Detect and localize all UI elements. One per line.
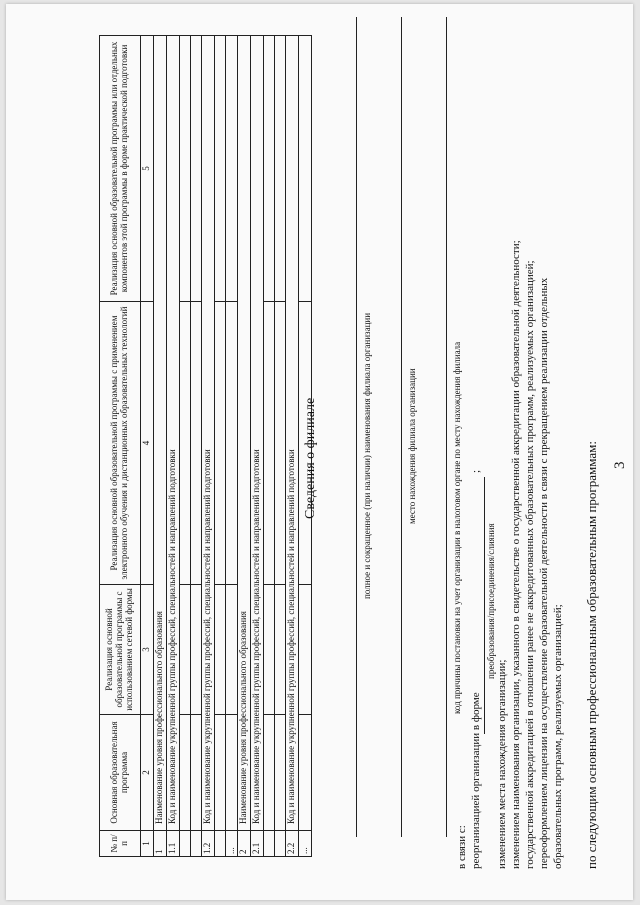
table-row (275, 36, 286, 857)
row-heading-cell: Код и наименование укрупненной группы профессий, специальностей и направлений подготовки (201, 36, 214, 831)
table-row (190, 36, 201, 857)
row-heading-cell: Код и наименование укрупненной группы профессий, специальностей и направлений подготовки (166, 36, 179, 831)
table-cell (179, 715, 190, 831)
reorganization-fill-line (484, 477, 485, 734)
row-heading-cell: Наименование уровня профессионального образования (153, 36, 166, 831)
table-cell (299, 36, 312, 302)
column-number: 5 (141, 36, 154, 302)
row-number-cell (214, 831, 225, 857)
column-number: 3 (141, 585, 154, 715)
header-practical-training: Реализация основной образовательной программы или отдельных компонентов этой программы в форме практической подготовки (100, 36, 141, 302)
table-header-row (100, 36, 141, 857)
reason-item: изменением места нахождения организации; (496, 659, 508, 869)
table-cell (264, 715, 275, 831)
branch-name-fill-line (356, 17, 357, 837)
table-cell (179, 585, 190, 715)
document-page (6, 4, 633, 900)
table-cell (275, 585, 286, 715)
column-number: 4 (141, 302, 154, 585)
page-number: 3 (612, 461, 628, 469)
table-cell (225, 715, 238, 831)
table-cell (275, 36, 286, 302)
reason-item: переоформлением лицензии на осуществление образовательной деятельности в связи с прекращением реализации отдельных (538, 277, 550, 869)
table-row (264, 36, 275, 857)
table-row (286, 36, 299, 857)
table-cell (299, 715, 312, 831)
programs-table (99, 35, 312, 857)
table-row (225, 36, 238, 857)
table-cell (275, 715, 286, 831)
row-number-cell (190, 831, 201, 857)
branch-section-title: Сведения о филиале (303, 397, 318, 519)
reorganization-text: реорганизацией организации в форме (470, 692, 482, 869)
table-cell (179, 302, 190, 585)
table-cell (214, 715, 225, 831)
row-number-cell: ... (225, 831, 238, 857)
intro-text: по следующим основным профессиональным образовательным программам: (584, 441, 599, 869)
row-number-cell: 1.2 (201, 831, 214, 857)
table-cell (264, 36, 275, 302)
row-number-cell (264, 831, 275, 857)
rotated-page-content (6, 4, 633, 900)
row-number-cell: 2 (238, 831, 251, 857)
branch-location-fill-line (401, 17, 402, 837)
row-number-cell (275, 831, 286, 857)
header-network-form: Реализация основной образовательной программы с использованием сетевой формы (100, 585, 141, 715)
table-cell (179, 36, 190, 302)
table-body (153, 36, 311, 857)
column-number: 1 (141, 831, 154, 857)
row-number-cell: ... (299, 831, 312, 857)
reason-item: образовательных программ, реализуемых организацией; (552, 604, 564, 869)
row-number-cell: 1 (153, 831, 166, 857)
table-cell (225, 585, 238, 715)
table-cell (264, 302, 275, 585)
table-cell (264, 585, 275, 715)
header-number: № п/п (100, 831, 141, 857)
table-row (153, 36, 166, 857)
row-number-cell (179, 831, 190, 857)
table-row (214, 36, 225, 857)
table-cell (190, 715, 201, 831)
row-number-cell: 1.1 (166, 831, 179, 857)
branch-name-caption: полное и сокращенное (при наличии) наименования филиала организации (362, 312, 372, 599)
header-e-learning: Реализация основной образовательной программы с применением электронного обучения и дистанционных образовательных технологий (100, 302, 141, 585)
table-cell (225, 302, 238, 585)
header-program: Основная образовательная программа (100, 715, 141, 831)
row-heading-cell: Код и наименование укрупненной группы профессий, специальностей и направлений подготовки (251, 36, 264, 831)
reason-item: государственной аккредитацией в отношении ранее не аккредитованных образовательных программ, реализуемых организацией; (524, 260, 536, 869)
row-number-cell: 2.2 (286, 831, 299, 857)
table-row (201, 36, 214, 857)
row-heading-cell: Код и наименование укрупненной группы профессий, специальностей и направлений подготовки (286, 36, 299, 831)
table-row (251, 36, 264, 857)
table-cell (299, 585, 312, 715)
table-cell (214, 585, 225, 715)
table-cell (275, 302, 286, 585)
table-cell (214, 302, 225, 585)
table-cell (225, 36, 238, 302)
table-cell (190, 585, 201, 715)
table-row (179, 36, 190, 857)
table-column-numbers-row (141, 36, 154, 857)
row-number-cell: 2.1 (251, 831, 264, 857)
table-row (238, 36, 251, 857)
branch-kpp-caption: код причины постановки на учет организации в налоговом органе по месту нахождения филиала (452, 341, 462, 714)
reason-item: изменением наименования организации, указанного в свидетельстве о государственной аккредитации образовательной деятельности; (510, 240, 522, 869)
table-cell (190, 36, 201, 302)
branch-kpp-fill-line (446, 17, 447, 837)
reorganization-semicolon: ; (470, 469, 482, 473)
branch-location-caption: место нахождения филиала организации (407, 368, 417, 524)
table-cell (190, 302, 201, 585)
column-number: 2 (141, 715, 154, 831)
reasons-label: в связи с: (456, 825, 468, 869)
table-row (166, 36, 179, 857)
table-cell (214, 36, 225, 302)
row-heading-cell: Наименование уровня профессионального образования (238, 36, 251, 831)
reorganization-caption: преобразования/присоединения/слияния (486, 523, 496, 679)
